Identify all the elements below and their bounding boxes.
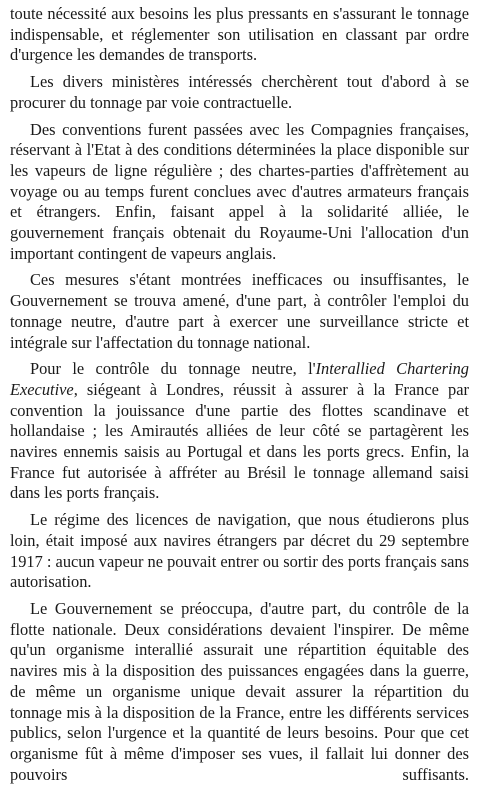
text-run: Ces mesures s'étant montrées inefficaces ou insuffisantes, le Gouvernement se trouva amené, d'une part, à contrôler l'emploi du tonnage neutre, d'autre part à exercer une surveillance stricte et intégrale sur l'affectation du tonnage national.	[10, 270, 469, 352]
text-run: toute nécessité aux besoins les plus pressants en s'assurant le tonnage indispensable, et réglementer son utilisation en classant par ordre d'urgence les demandes de transports.	[10, 4, 469, 65]
paragraph	[10, 120, 469, 265]
paragraph	[10, 270, 469, 353]
paragraph	[10, 510, 469, 593]
paragraph	[10, 72, 469, 113]
text-run: Pour le contrôle du tonnage neutre, l'	[30, 359, 316, 379]
text-run: Les divers ministères intéressés cherchèrent tout d'abord à se procurer du tonnage par voie contractuelle.	[10, 72, 469, 112]
text-run: Le régime des licences de navigation, que nous étudierons plus loin, était imposé aux navires étrangers par décret du 29 septembre 1917 : aucun vapeur ne pouvait entrer ou sortir des ports français sans autorisation.	[10, 510, 469, 592]
paragraph	[10, 4, 469, 66]
paragraph	[10, 599, 469, 785]
text-run: Des conventions furent passées avec les Compagnies françaises, réservant à l'Etat à des conditions déterminées la place disponible sur les vapeurs de ligne régulière ; des chartes-parties d'affrètement au voyage ou au temps furent conclues avec d'autres armateurs français et étrangers. Enfin, faisant appel à la solidarité alliée, le gouvernement français obtenait du Royaume-Uni l'allocation d'un important contingent de vapeurs anglais.	[10, 119, 469, 263]
text-run: , siégeant à Londres, réussit à assurer à la France par convention la jouissance d'une partie des flottes scandinave et hollandaise ; les Amirautés alliées de leur côté se partagèrent les navires ennemis saisis au Portugal et dans les ports grecs. Enfin, la France fut autorisée à affréter au Brésil le tonnage allemand saisi dans les ports français.	[10, 379, 469, 503]
paragraph	[10, 359, 469, 504]
text-run: Le Gouvernement se préoccupa, d'autre part, du contrôle de la flotte nationale. Deux considérations devaient l'inspirer. De même qu'un organisme interallié assurait une répartition équitable des navires mis à la disposition des puissances engagées dans la guerre, de même un organisme unique devait assurer la répartition du tonnage mis à la disposition de la France, entre les différents services publics, selon l'urgence et la quantité de leurs besoins. Pour que cet organisme fût à même d'imposer ses vues, il fallait lui donner des pouvoirs suffisants.	[10, 598, 469, 784]
italic-text: Interallied Chartering Executive	[10, 359, 469, 399]
